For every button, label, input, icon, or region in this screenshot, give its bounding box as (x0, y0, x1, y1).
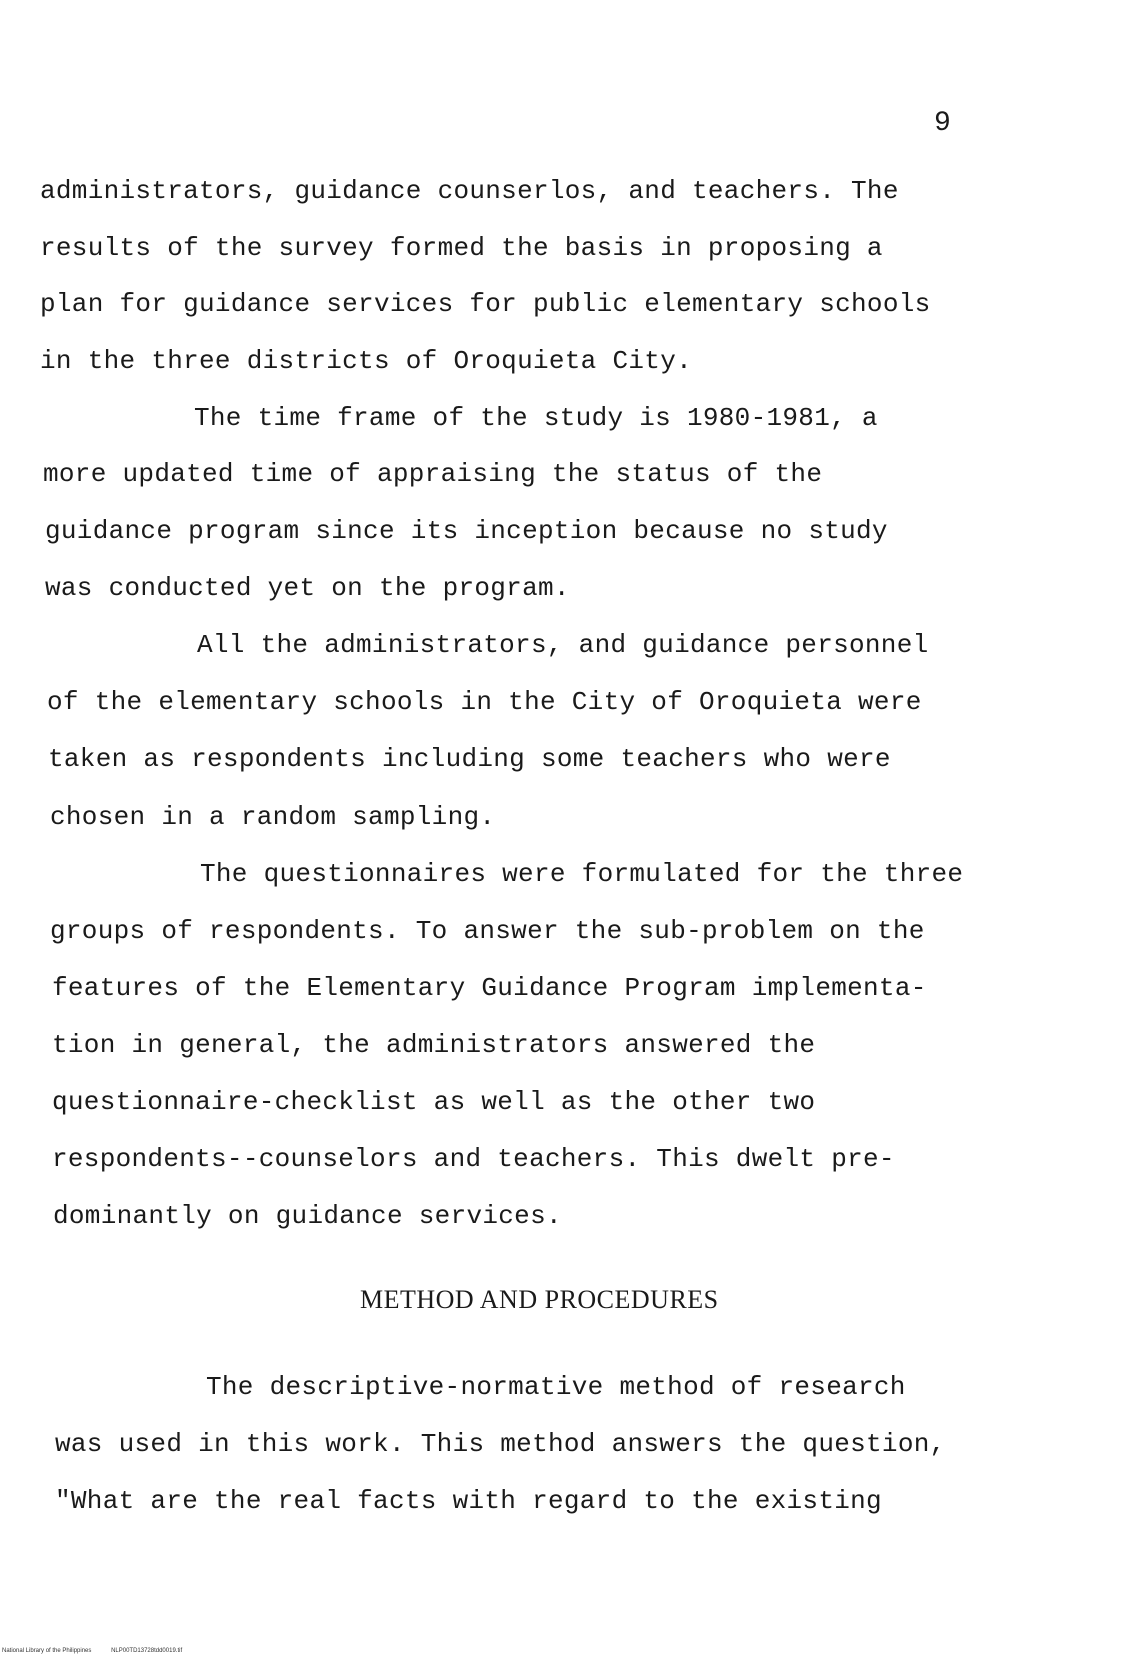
text-line: dominantly on guidance services. (53, 1201, 562, 1231)
text-line: The time frame of the study is 1980-1981, a (194, 403, 878, 433)
text-line: groups of respondents. To answer the sub-problem on the (50, 916, 925, 946)
text-line: taken as respondents including some teachers who were (48, 744, 891, 774)
text-line: more updated time of appraising the status of the (43, 459, 823, 489)
text-line: "What are the real facts with regard to the existing (55, 1486, 882, 1516)
page-number: 9 (934, 108, 951, 139)
text-line: administrators, guidance counserlos, and teachers. The (40, 176, 899, 206)
text-line: The questionnaires were formulated for the three (200, 859, 964, 889)
text-line: features of the Elementary Guidance Program implementa- (52, 973, 927, 1003)
text-line: questionnaire-checklist as well as the other two (52, 1087, 816, 1117)
text-line: chosen in a random sampling. (50, 802, 496, 832)
text-line: tion in general, the administrators answered the (52, 1030, 816, 1060)
footer-file: NLP00TD13728tdd0019.tif (111, 1648, 183, 1654)
text-line: was used in this work. This method answers the question, (55, 1429, 946, 1459)
text-line: in the three districts of Oroquieta City. (40, 346, 693, 376)
text-line: All the administrators, and guidance personnel (197, 630, 929, 660)
text-line: results of the survey formed the basis in proposing a (40, 233, 883, 263)
section-heading: METHOD AND PROCEDURES (360, 1285, 719, 1314)
text-line: of the elementary schools in the City of Oroquieta were (47, 687, 922, 717)
text-line: respondents--counselors and teachers. This dwelt pre- (52, 1144, 895, 1174)
text-line: was conducted yet on the program. (45, 573, 570, 603)
footer-source: National Library of the Philippines (2, 1648, 92, 1654)
scan-footer (2, 1648, 200, 1654)
text-line: guidance program since its inception because no study (45, 516, 888, 546)
text-line: plan for guidance services for public elementary schools (40, 289, 931, 319)
text-line: The descriptive-normative method of research (206, 1372, 906, 1402)
